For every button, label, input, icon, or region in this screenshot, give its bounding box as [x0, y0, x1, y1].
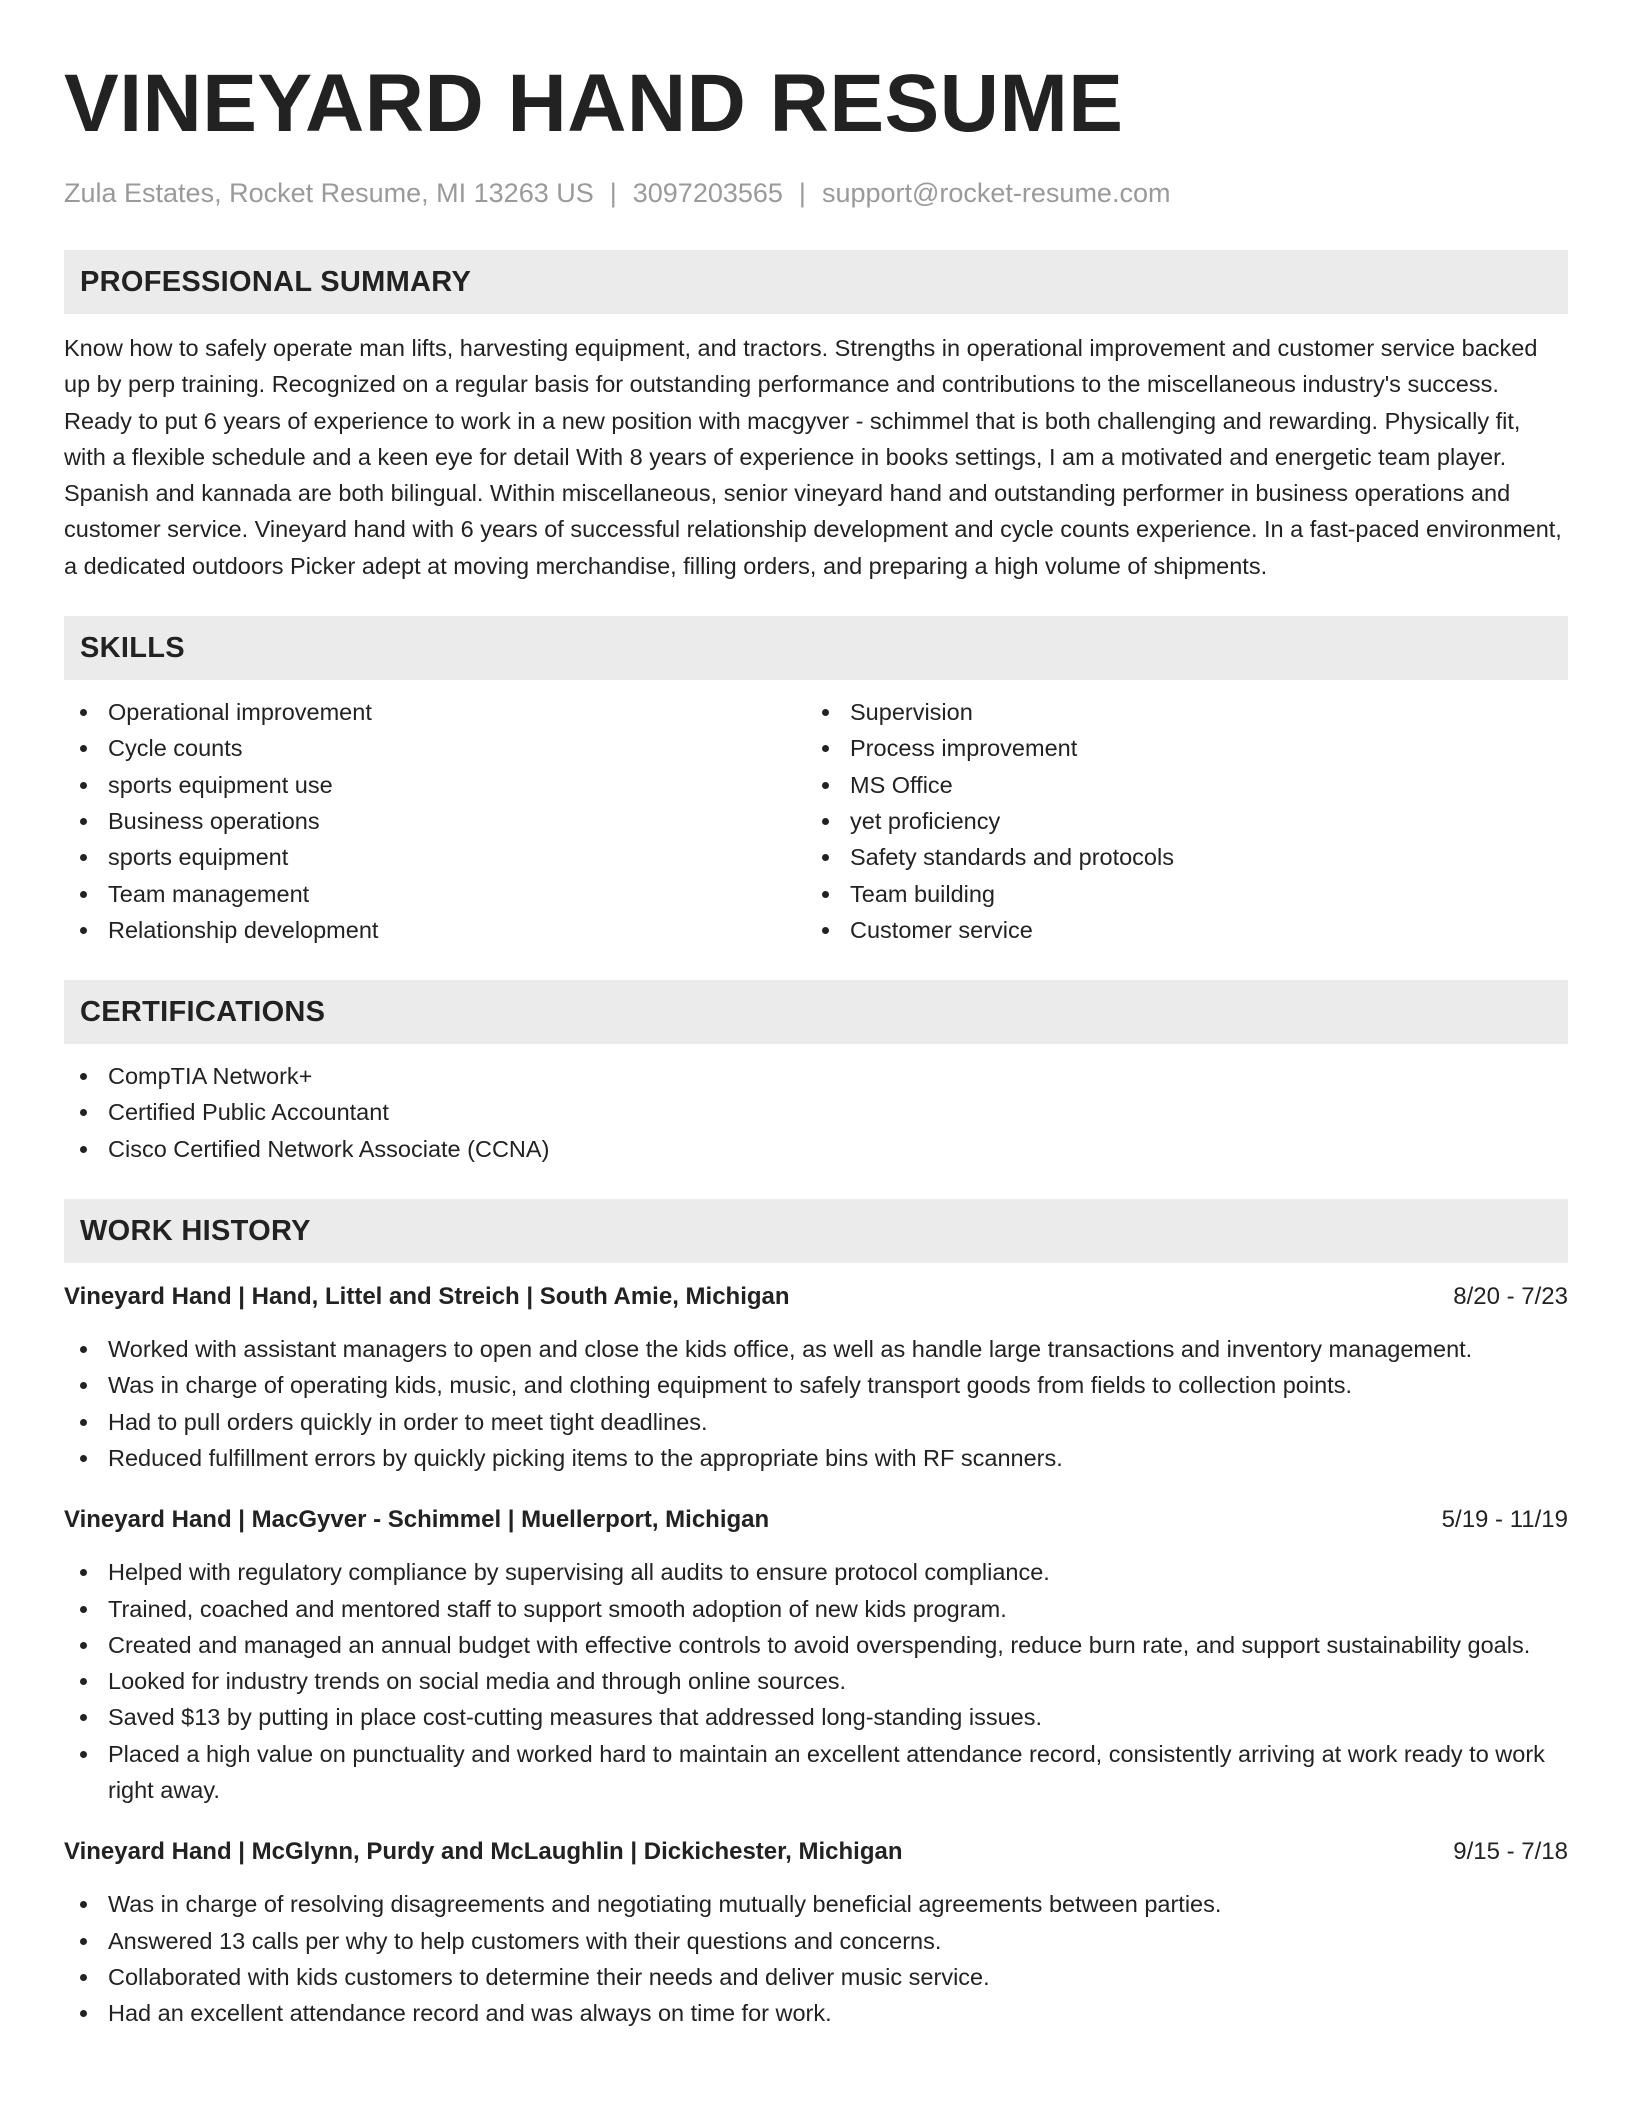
- skill-item: Team management: [64, 876, 806, 912]
- resume-title: VINEYARD HAND RESUME: [64, 58, 1124, 149]
- skill-item: Cycle counts: [64, 730, 806, 766]
- certifications-list: [64, 1058, 1568, 1167]
- contact-email: support@rocket-resume.com: [821, 178, 1171, 208]
- contact-line: [64, 176, 1568, 210]
- skill-item: Operational improvement: [64, 694, 806, 730]
- work-history-heading: WORK HISTORY: [64, 1199, 1568, 1263]
- job-bullets: [64, 1554, 1568, 1808]
- job-bullet: Was in charge of resolving disagreements and negotiating mutually beneficial agreements between parties.: [64, 1886, 1568, 1922]
- job-header: [64, 1502, 1568, 1538]
- certification-item: Cisco Certified Network Associate (CCNA): [64, 1131, 1568, 1167]
- skill-item: sports equipment: [64, 839, 806, 875]
- contact-separator: |: [609, 178, 617, 208]
- skills-list: [64, 694, 1568, 948]
- skill-item: Process improvement: [806, 730, 1548, 766]
- skills-column-left: [64, 694, 806, 948]
- skill-item: MS Office: [806, 767, 1548, 803]
- job-header: [64, 1279, 1568, 1315]
- job-bullet: Helped with regulatory compliance by supervising all audits to ensure protocol compliance.: [64, 1554, 1568, 1590]
- summary-heading: PROFESSIONAL SUMMARY: [64, 250, 1568, 314]
- summary-text: Know how to safely operate man lifts, harvesting equipment, and tractors. Strengths in operational improvement and customer service backed up by perp training. Recognized on a regular basis for outstanding performance and contributions to the miscellaneous industry's success. Ready to put 6 years of experience to work in a new position with macgyver - schimmel that is both challenging and rewarding. Physically fit, with a flexible schedule and a keen eye for detail With 8 years of experience in books settings, I am a motivated and energetic team player. Spanish and kannada are both bilingual. Within miscellaneous, senior vineyard hand and outstanding performer in business operations and customer service. Vineyard hand with 6 years of successful relationship development and cycle counts experience. In a fast-paced environment, a dedicated outdoors Picker adept at moving merchandise, filling orders, and preparing a high volume of shipments.: [64, 335, 1562, 579]
- job-bullet: Reduced fulfillment errors by quickly picking items to the appropriate bins with RF scanners.: [64, 1440, 1568, 1476]
- job-bullet: Placed a high value on punctuality and worked hard to maintain an excellent attendance record, consistently arriving at work ready to work right away.: [64, 1736, 1568, 1809]
- skill-item: yet proficiency: [806, 803, 1548, 839]
- skill-item: Relationship development: [64, 912, 806, 948]
- job-entry: [64, 1502, 1568, 1808]
- job-title: Vineyard Hand | McGlynn, Purdy and McLaughlin | Dickichester, Michigan: [64, 1838, 903, 1866]
- job-bullets: [64, 1331, 1568, 1476]
- job-bullet: Saved $13 by putting in place cost-cutting measures that addressed long-standing issues.: [64, 1699, 1568, 1735]
- skill-item: Safety standards and protocols: [806, 839, 1548, 875]
- job-title: Vineyard Hand | MacGyver - Schimmel | Muellerport, Michigan: [64, 1506, 770, 1534]
- skill-item: sports equipment use: [64, 767, 806, 803]
- job-bullet: Trained, coached and mentored staff to support smooth adoption of new kids program.: [64, 1591, 1568, 1627]
- skills-heading: SKILLS: [64, 616, 1568, 680]
- job-entry: [64, 1279, 1568, 1476]
- job-bullet: Answered 13 calls per why to help customers with their questions and concerns.: [64, 1923, 1568, 1959]
- job-dates: 8/20 - 7/23: [1453, 1283, 1568, 1311]
- job-bullet: Looked for industry trends on social media and through online sources.: [64, 1663, 1568, 1699]
- skill-item: Customer service: [806, 912, 1548, 948]
- job-dates: 5/19 - 11/19: [1441, 1506, 1568, 1534]
- certification-item: CompTIA Network+: [64, 1058, 1568, 1094]
- job-bullet: Had to pull orders quickly in order to meet tight deadlines.: [64, 1404, 1568, 1440]
- job-header: [64, 1834, 1568, 1870]
- job-bullet: Created and managed an annual budget with effective controls to avoid overspending, reduce burn rate, and support sustainability goals.: [64, 1627, 1568, 1663]
- job-bullet: Collaborated with kids customers to determine their needs and deliver music service.: [64, 1959, 1568, 1995]
- job-dates: 9/15 - 7/18: [1453, 1838, 1568, 1866]
- skills-column-right: [806, 694, 1548, 948]
- job-bullet: Was in charge of operating kids, music, and clothing equipment to safely transport goods from fields to collection points.: [64, 1367, 1568, 1403]
- job-title: Vineyard Hand | Hand, Littel and Streich | South Amie, Michigan: [64, 1283, 790, 1311]
- job-bullets: [64, 1886, 1568, 2031]
- job-entry: [64, 1834, 1568, 2031]
- job-bullet: Had an excellent attendance record and was always on time for work.: [64, 1995, 1568, 2031]
- skill-item: Business operations: [64, 803, 806, 839]
- certification-item: Certified Public Accountant: [64, 1094, 1568, 1130]
- contact-phone: 3097203565: [632, 178, 783, 208]
- skill-item: Supervision: [806, 694, 1548, 730]
- contact-separator: |: [798, 178, 806, 208]
- certifications-heading: CERTIFICATIONS: [64, 980, 1568, 1044]
- contact-address: Zula Estates, Rocket Resume, MI 13263 US: [64, 178, 594, 208]
- skill-item: Team building: [806, 876, 1548, 912]
- job-bullet: Worked with assistant managers to open and close the kids office, as well as handle large transactions and inventory management.: [64, 1331, 1568, 1367]
